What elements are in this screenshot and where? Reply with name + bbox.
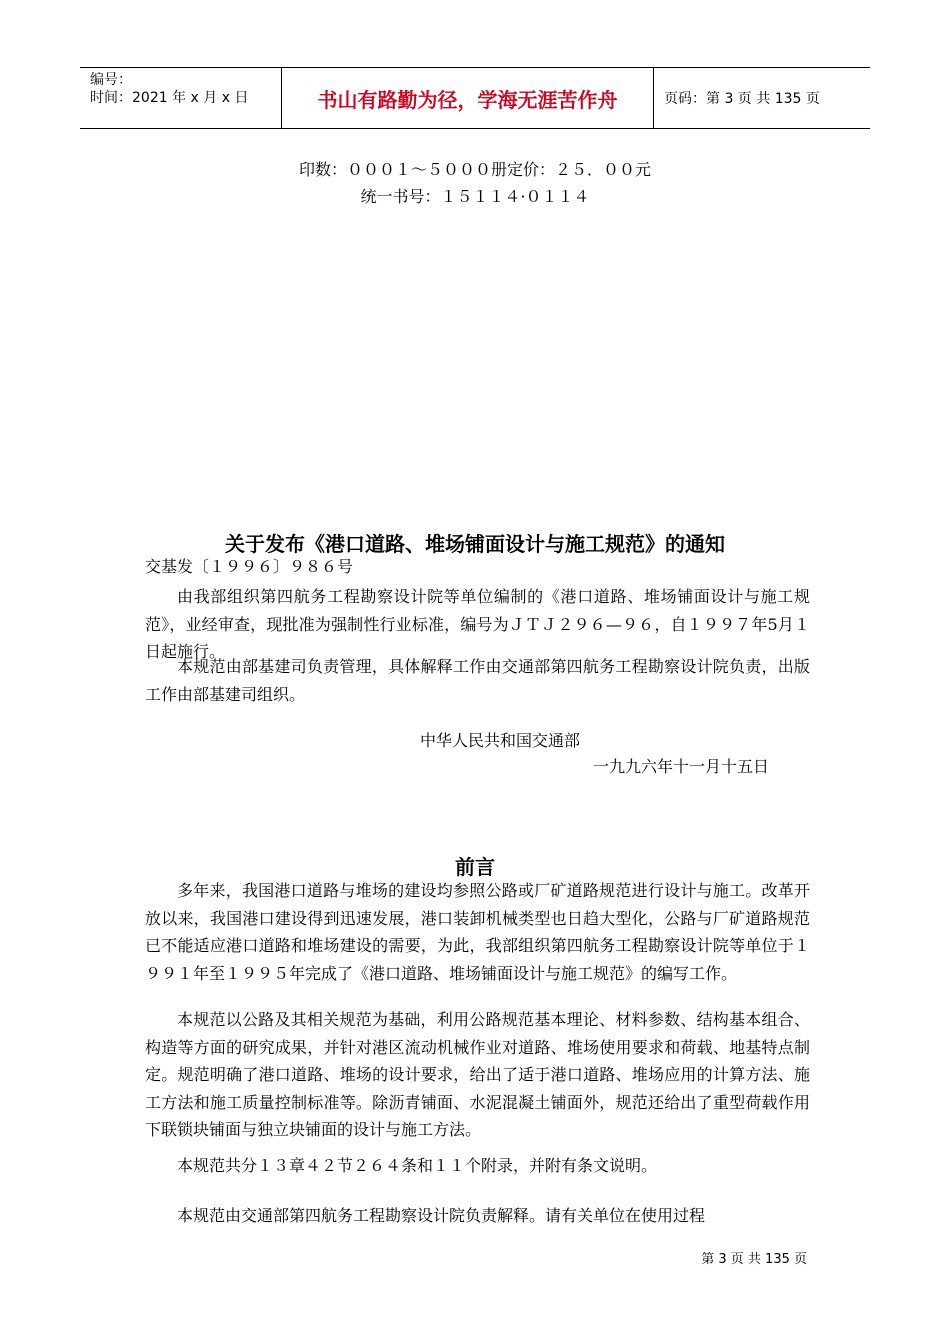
preface-paragraph-3: 本规范共分１３章４２节２６４条和１１个附录，并附有条文说明。 xyxy=(177,1156,658,1175)
notice-date: 一九九六年十一月十五日 xyxy=(593,757,770,776)
header-table xyxy=(80,67,870,129)
number-label: 编号： xyxy=(90,72,132,88)
header-meta xyxy=(80,68,281,128)
notice-paragraph-1: 由我部组织第四航务工程勘察设计院等单位编制的《港口道路、堆场铺面设计与施工规范》，业经审查，现批准为强制性行业标准，编号为ＪＴＪ２９６—９６，自１９９７年5月１日起施行。 xyxy=(145,587,810,662)
notice-title: 关于发布《港口道路、堆场铺面设计与施工规范》的通知 xyxy=(225,532,725,556)
header-page-info: 页码：第 3 页 共 135 页 xyxy=(664,91,820,107)
preface-title: 前言 xyxy=(455,855,495,879)
book-number-line: 统一书号：１５１１４·０１１４ xyxy=(360,187,590,206)
notice-issuer: 中华人民共和国交通部 xyxy=(420,731,581,750)
time-label: 时间：2021 年 x 月 x 日 xyxy=(90,90,249,106)
footer-page-info: 第 3 页 共 135 页 xyxy=(701,1252,807,1267)
header-motto: 书山有路勤为径，学海无涯苦作舟 xyxy=(281,68,654,128)
preface-paragraph-4: 本规范由交通部第四航务工程勘察设计院负责解释。请有关单位在使用过程 xyxy=(177,1206,706,1225)
print-run-line: 印数：０００１～５０００册定价：２５．００元 xyxy=(298,160,651,179)
preface-paragraph-1: 多年来，我国港口道路与堆场的建设均参照公路或厂矿道路规范进行设计与施工。改革开放以来，我国港口建设得到迅速发展，港口装卸机械类型也日趋大型化，公路与厂矿道路规范已不能适应港口道路和堆场建设的需要，为此，我部组织第四航务工程勘察设计院等单位于１９９１年至１９９５年完成了《港口道路、堆场铺面设计与施工规范》的编写工作。 xyxy=(145,881,810,983)
notice-doc-number: 交基发〔１９９６〕９８６号 xyxy=(145,557,354,576)
preface-paragraph-2: 本规范以公路及其相关规范为基础，利用公路规范基本理论、材料参数、结构基本组合、构造等方面的研究成果，并针对港区流动机械作业对道路、堆场使用要求和荷载、地基特点制定。规范明确了港口道路、堆场的设计要求，给出了适于港口道路、堆场应用的计算方法、施工方法和施工质量控制标准等。除沥青铺面、水泥混凝土铺面外，规范还给出了重型荷载作用下联锁块铺面与独立块铺面的设计与施工方法。 xyxy=(145,1010,810,1140)
notice-paragraph-2: 本规范由部基建司负责管理，具体解释工作由交通部第四航务工程勘察设计院负责，出版工作由部基建司组织。 xyxy=(145,657,810,704)
